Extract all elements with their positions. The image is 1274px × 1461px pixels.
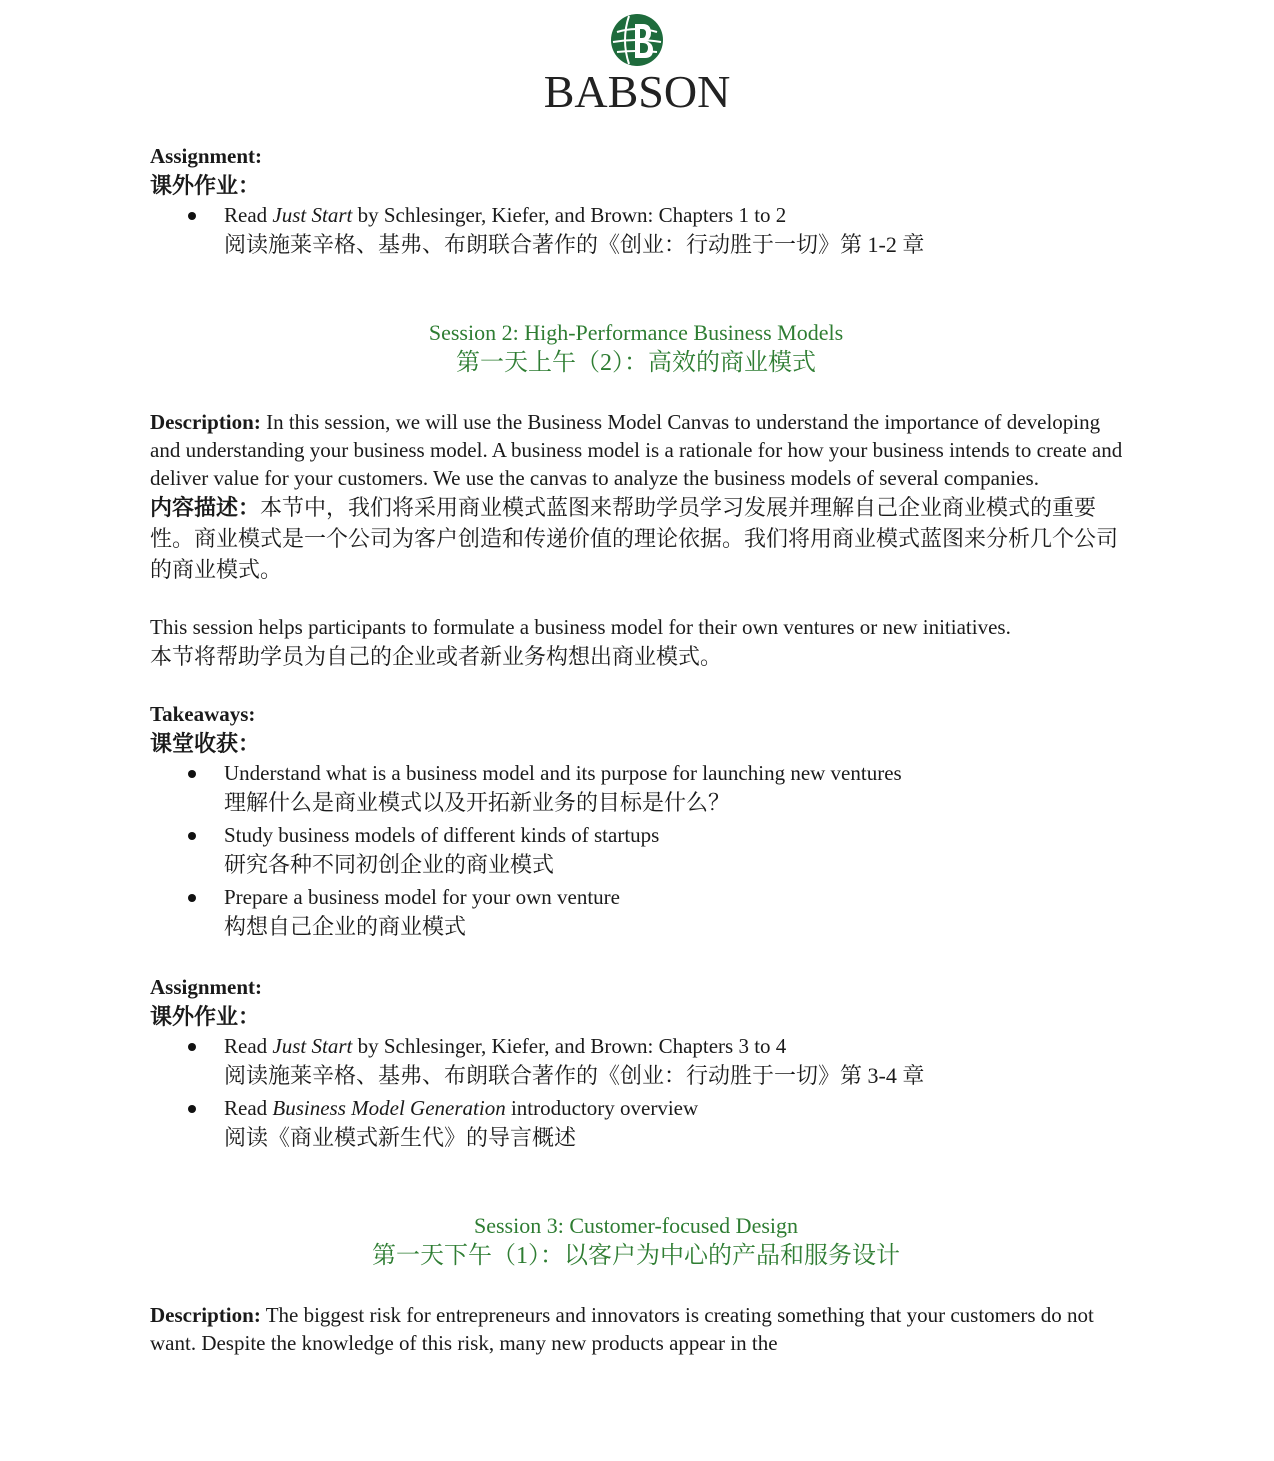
assignment-label-en: Assignment: (150, 975, 263, 999)
paragraph-zh: 本节将帮助学员为自己的企业或者新业务构想出商业模式。 (150, 644, 723, 669)
list-item: Read Just Start by Schlesinger, Kiefer, and Brown: Chapters 3 to 4 阅读施莱辛格、基弗、布朗联合著作的《创业：行动胜于一切》第 3-4 章 (150, 1032, 1130, 1091)
list-item: Read Just Start by Schlesinger, Kiefer, and Brown: Chapters 1 to 2 阅读施莱辛格、基弗、布朗联合著作的《创业：行动胜于一切》第 1-2 章 (150, 201, 1130, 260)
takeaways-list (150, 759, 1130, 942)
session-3-heading (150, 1212, 1122, 1273)
book-title: Just Start (272, 1034, 353, 1058)
assignment-list (150, 201, 1130, 260)
assignment-label-zh: 课外作业： (150, 1004, 261, 1029)
session-title-zh: 第一天下午（1）：以客户为中心的产品和服务设计 (372, 1243, 900, 1269)
paragraph-en: This session helps participants to formulate a business model for their own ventures or new initiatives. (150, 615, 1011, 639)
list-item: Prepare a business model for your own venture 构想自己企业的商业模式 (150, 883, 1130, 942)
session-title-en: Session 3: Customer-focused Design (473, 1213, 799, 1238)
babson-wordmark: BABSON (543, 66, 731, 117)
session-title-en: Session 2: High-Performance Business Models (428, 320, 844, 345)
list-item: Read Business Model Generation introductory overview 阅读《商业模式新生代》的导言概述 (150, 1094, 1130, 1153)
session-2-heading (150, 319, 1122, 380)
babson-logo (0, 12, 1274, 117)
description-en: Description: In this session, we will use the Business Model Canvas to understand the importance of developing and understanding your business model. A business model is a rationale for how your business intends to create and deliver value for your customers. We use the canvas to analyze the business models of several companies. (150, 410, 1123, 490)
description-zh: 内容描述：本节中，我们将采用商业模式蓝图来帮助学员学习发展并理解自己企业商业模式的重要性。商业模式是一个公司为客户创造和传递价值的理论依据。我们将用商业模式蓝图来分析几个公司的商业模式。 (150, 495, 1119, 582)
assignment-label-en: Assignment: (150, 144, 263, 168)
assignment-list (150, 1032, 1130, 1153)
document-body (150, 142, 1130, 1357)
book-title: Just Start (272, 203, 353, 227)
bullet-icon (188, 832, 196, 840)
babson-globe-b-icon (609, 12, 665, 68)
bullet-icon (188, 1043, 196, 1051)
takeaways-label-zh: 课堂收获： (150, 731, 261, 756)
bullet-icon (188, 894, 196, 902)
takeaways-label-en: Takeaways: (150, 702, 256, 726)
assignment-label-zh: 课外作业： (150, 173, 261, 198)
bullet-icon (188, 1105, 196, 1113)
list-item: Study business models of different kinds of startups 研究各种不同初创企业的商业模式 (150, 821, 1130, 880)
list-item: Understand what is a business model and its purpose for launching new ventures 理解什么是商业模式以及开拓新业务的目标是什么？ (150, 759, 1130, 818)
bullet-icon (188, 770, 196, 778)
book-title: Business Model Generation (272, 1096, 506, 1120)
description-en: Description: The biggest risk for entrepreneurs and innovators is creating something that your customers do not want. Despite the knowledge of this risk, many new products appear in the (150, 1303, 1094, 1355)
session-title-zh: 第一天上午（2）：高效的商业模式 (456, 350, 816, 376)
bullet-icon (188, 212, 196, 220)
